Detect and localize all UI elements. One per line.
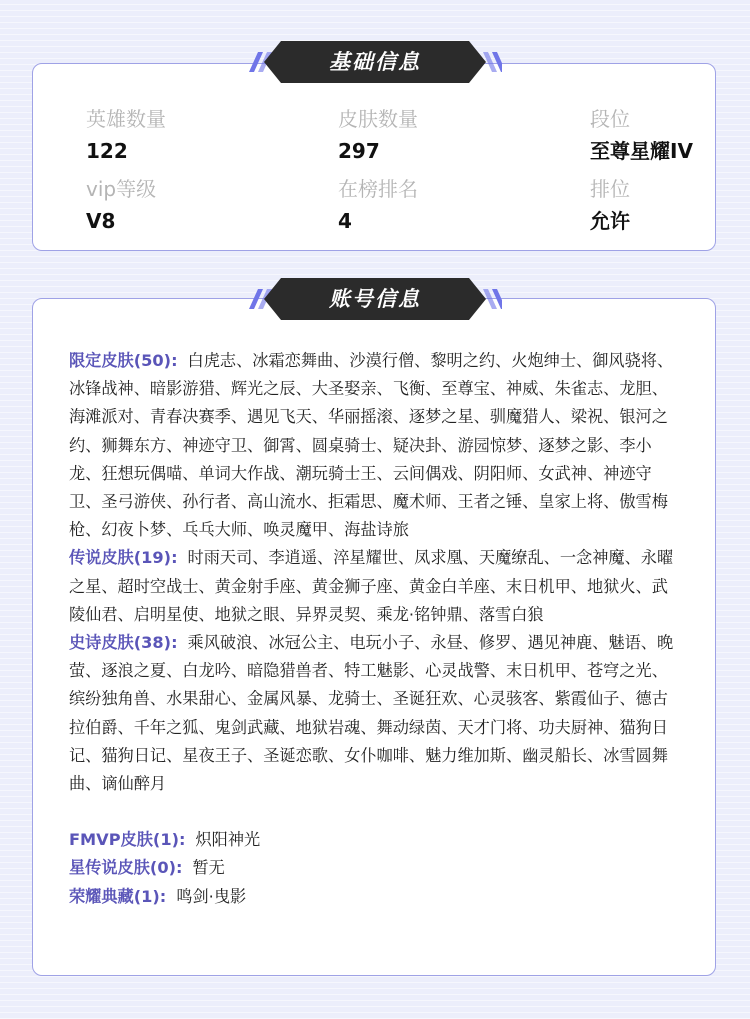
section-label: 史诗皮肤(38): xyxy=(69,633,178,653)
stat-label: 段位 xyxy=(590,107,630,131)
section-names: 炽阳神光 xyxy=(195,830,261,850)
section-label: 荣耀典藏(1): xyxy=(69,886,167,906)
section-label: 限定皮肤(50): xyxy=(69,351,178,370)
stat-label: 排位 xyxy=(590,177,630,201)
stat-label: 在榜排名 xyxy=(338,177,418,201)
section-label: 传说皮肤(19): xyxy=(69,548,178,568)
stat-skin-count xyxy=(338,107,418,163)
section-label: FMVP皮肤(1): xyxy=(69,830,186,850)
stat-label: vip等级 xyxy=(86,177,157,201)
section-label: 星传说皮肤(0): xyxy=(69,858,183,878)
section-names: 时雨天司、李逍遥、淬星耀世、凤求凰、天魔缭乱、一念神魔、永曜之星、超时空战士、黄金射手座、黄金狮子座、黄金白羊座、末日机甲、地狱火、武陵仙君、启明星使、地狱之眼、异界灵契、乘龙·铭钟鼎、落雪白狼 xyxy=(69,548,674,624)
glory-collection-section xyxy=(69,883,681,911)
basic-info-banner xyxy=(248,38,502,86)
fmvp-skins-section xyxy=(69,826,681,854)
account-info-card xyxy=(32,298,716,976)
basic-info-card xyxy=(32,63,716,251)
limited-skins-section xyxy=(69,347,681,544)
stat-leaderboard-rank xyxy=(338,177,418,233)
section-names: 乘风破浪、冰冠公主、电玩小子、永昼、修罗、遇见神鹿、魅语、晚萤、逐浪之夏、白龙吟、暗隐猎兽者、特工魅影、心灵战警、末日机甲、苍穹之光、缤纷独角兽、水果甜心、金属风暴、龙骑士、圣诞狂欢、心灵骇客、紫霞仙子、德古拉伯爵、千年之狐、鬼剑武藏、地狱岩魂、舞动绿茵、天才门将、功夫厨神、猫狗日记、猫狗日记、星夜王子、圣诞恋歌、女仆咖啡、魅力维加斯、幽灵船长、冰雪圆舞曲、谪仙醉月 xyxy=(69,633,674,794)
stat-ranked-allowed xyxy=(590,177,630,233)
legend-skins-section xyxy=(69,544,681,629)
account-info-banner xyxy=(248,275,502,323)
stat-hero-count xyxy=(86,107,166,163)
section-names: 鸣剑·曳影 xyxy=(176,886,247,906)
stat-value: 至尊星耀IV xyxy=(590,139,693,163)
basic-info-title: 基础信息 xyxy=(329,50,421,74)
account-info-title: 账号信息 xyxy=(329,287,421,311)
stat-value: V8 xyxy=(86,209,116,233)
stat-value: 4 xyxy=(338,209,352,233)
stat-rank-tier xyxy=(590,107,693,163)
stat-value: 允许 xyxy=(590,209,630,233)
skin-list xyxy=(69,347,681,911)
epic-skins-section xyxy=(69,629,681,798)
stat-value: 297 xyxy=(338,139,380,163)
stat-label: 皮肤数量 xyxy=(338,107,418,131)
stat-value: 122 xyxy=(86,139,128,163)
section-names: 暂无 xyxy=(192,858,225,878)
stat-vip-level xyxy=(86,177,156,233)
star-legend-skins-section xyxy=(69,854,681,882)
stat-label: 英雄数量 xyxy=(86,107,166,131)
section-spacer xyxy=(69,798,681,826)
section-names: 白虎志、冰霜恋舞曲、沙漠行僧、黎明之约、火炮绅士、御风骁将、冰锋战神、暗影游猎、辉光之辰、大圣娶亲、飞衡、至尊宝、神威、朱雀志、龙胆、海滩派对、青春决赛季、遇见飞天、华丽摇滚、逐梦之星、驯魔猎人、梁祝、银河之约、狮舞东方、神迹守卫、御霄、圆桌骑士、疑决卦、游园惊梦、逐梦之影、李小龙、狂想玩偶喵、单词大作战、潮玩骑士王、云间偶戏、阴阳师、女武神、神迹守卫、圣弓游侠、孙行者、高山流水、拒霜思、魔术师、王者之锤、皇家上将、傲雪梅枪、幻夜卜梦、乓乓大师、唤灵魔甲、海盐诗旅 xyxy=(69,351,674,540)
